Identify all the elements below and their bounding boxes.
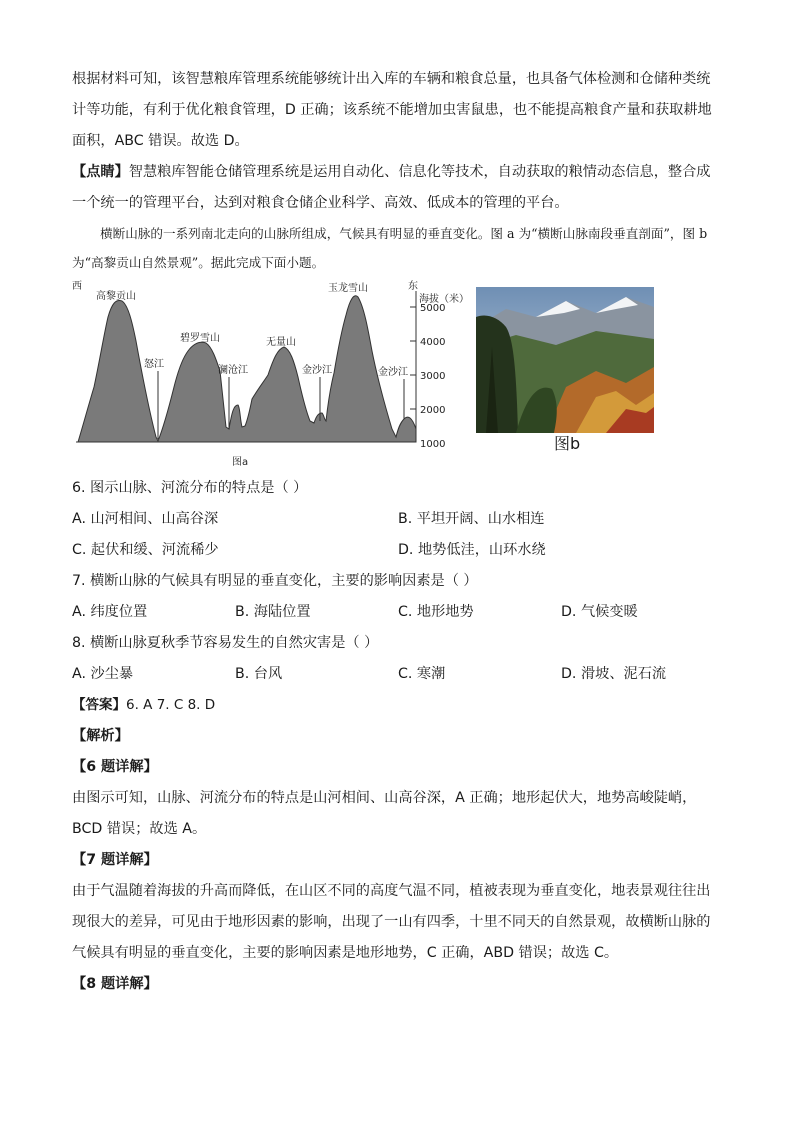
label-lancangjiang: 澜沧江 [218, 365, 248, 376]
question-lead: 横断山脉的一系列南北走向的山脉所组成，气候具有明显的垂直变化。图 a 为“横断山脉南段垂直剖面”，图 b 为“高黎贡山自然景观”。据此完成下面小题。 [72, 226, 708, 270]
analysis-heading: 【解析】 [72, 728, 129, 744]
q8-options [72, 659, 724, 690]
profile-figure-a [72, 279, 472, 469]
landscape-photo-b [476, 287, 654, 433]
q8-option-b: B. 台风 [235, 666, 283, 682]
tick-1000: 1000 [420, 439, 446, 450]
dianjing-tag: 【点睛】 [72, 164, 129, 180]
tick-4000: 4000 [420, 337, 446, 348]
d7-text: 由于气温随着海拔的升高而降低，在山区不同的高度气温不同，植被表现为垂直变化，地表景观往往出现很大的差异，可见由于地形因素的影响，出现了一山有四季，十里不同天的自然景观，故横断山脉的气候具有明显的垂直变化，主要的影响因素是地形地势，C 正确，ABD 错误；故选 C。 [72, 883, 711, 961]
label-yulongxueshan: 玉龙雪山 [328, 283, 368, 294]
q6-options-row-2 [72, 535, 724, 566]
figure-a-caption: 图a [232, 457, 249, 468]
tick-2000: 2000 [420, 405, 446, 416]
tick-3000: 3000 [420, 371, 446, 382]
answer-line [72, 690, 724, 721]
label-jinshajiang-2: 金沙江 [378, 367, 408, 378]
figure-area [72, 279, 724, 469]
east-label: 东 [408, 281, 418, 292]
dianjing-text: 智慧粮库智能仓储管理系统是运用自动化、信息化等技术，自动获取的粮情动态信息，整合成一个统一的管理平台，达到对粮食仓储企业科学、高效、低成本的管理的平台。 [72, 164, 711, 211]
document-page [72, 64, 724, 1000]
q7-stem: 7. 横断山脉的气候具有明显的垂直变化，主要的影响因素是（ ） [72, 573, 478, 589]
label-nujiang: 怒江 [144, 359, 164, 370]
dianjing-paragraph [72, 157, 724, 219]
q6-option-a: A. 山河相间、山高谷深 [72, 511, 219, 527]
q6-stem: 6. 图示山脉、河流分布的特点是（ ） [72, 480, 308, 496]
label-gaoligongshan: 高黎贡山 [96, 291, 136, 302]
q7-option-d: D. 气候变暖 [561, 604, 638, 620]
q6-option-c: C. 起伏和缓、河流稀少 [72, 542, 219, 558]
q6-option-d: D. 地势低洼，山环水绕 [398, 542, 546, 558]
label-jinshajiang-1: 金沙江 [302, 365, 332, 376]
q7-options [72, 597, 724, 628]
q7-option-a: A. 纬度位置 [72, 604, 148, 620]
answer-text: 6. A 7. C 8. D [126, 697, 216, 713]
d8-title: 【8 题详解】 [72, 976, 158, 992]
d7-title: 【7 题详解】 [72, 852, 158, 868]
tick-5000: 5000 [420, 303, 446, 314]
label-biluoxueshan: 碧罗雪山 [180, 333, 220, 344]
d6-title: 【6 题详解】 [72, 759, 158, 775]
d6-text: 由图示可知，山脉、河流分布的特点是山河相间、山高谷深，A 正确；地形起伏大，地势高峻陡峭，BCD 错误；故选 A。 [72, 790, 697, 837]
answer-tag: 【答案】 [72, 697, 126, 713]
figure-b-caption: 图b [554, 434, 581, 453]
axis-title: 海拔（米） [419, 294, 469, 305]
q8-option-c: C. 寒潮 [398, 666, 446, 682]
explanation-paragraph: 根据材料可知，该智慧粮库管理系统能够统计出入库的车辆和粮食总量，也具备气体检测和仓储种类统计等功能，有利于优化粮食管理，D 正确；该系统不能增加虫害鼠患，也不能提高粮食产量和获取耕地面积，ABC 错误。故选 D。 [72, 71, 712, 149]
q7-option-b: B. 海陆位置 [235, 604, 311, 620]
label-wuliangshan: 无量山 [266, 337, 296, 348]
q6-option-b: B. 平坦开阔、山水相连 [398, 511, 545, 527]
q6-options-row-1 [72, 504, 724, 535]
west-label: 西 [72, 281, 82, 292]
q8-option-a: A. 沙尘暴 [72, 666, 134, 682]
q8-option-d: D. 滑坡、泥石流 [561, 666, 667, 682]
q8-stem: 8. 横断山脉夏秋季节容易发生的自然灾害是（ ） [72, 635, 379, 651]
q7-option-c: C. 地形地势 [398, 604, 474, 620]
